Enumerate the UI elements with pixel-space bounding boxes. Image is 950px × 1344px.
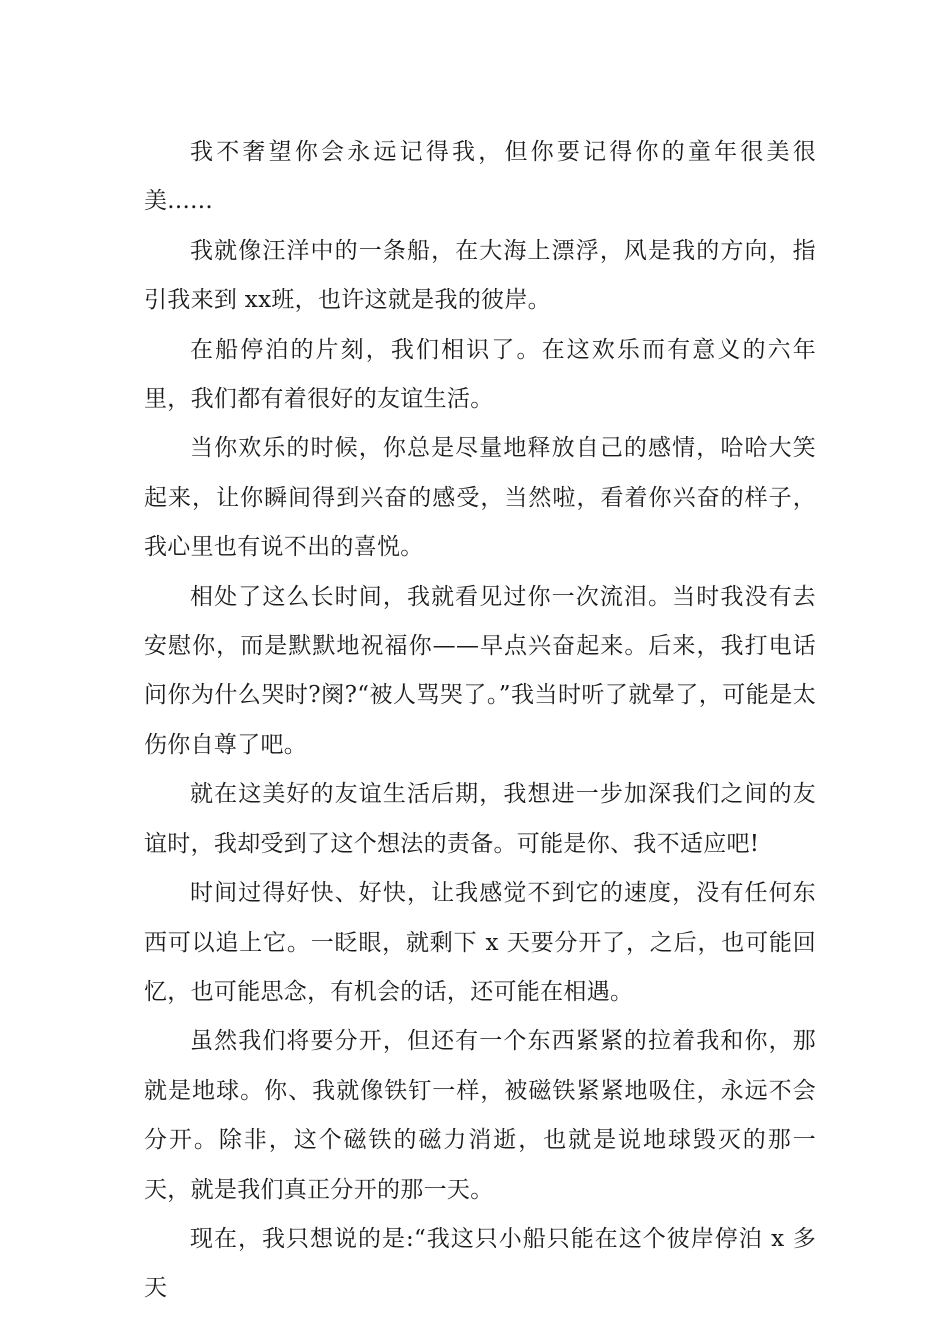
- paragraph-1: 我不奢望你会永远记得我，但你要记得你的童年很美很美......: [144, 139, 816, 215]
- paragraph-3: 在船停泊的片刻，我们相识了。在这欢乐而有意义的六年里，我们都有着很好的友谊生活。: [144, 336, 816, 413]
- document-body: [144, 128, 816, 1314]
- paragraph-2: 我就像汪洋中的一条船，在大海上漂浮，风是我的方向，指引我来到 xx班，也许这就是我的彼岸。: [144, 237, 816, 314]
- paragraph-9: 现在，我只想说的是:“我这只小船只能在这个彼岸停泊 x 多天: [144, 1225, 816, 1302]
- paragraph-5: 相处了这么长时间，我就看见过你一次流泪。当时我没有去安慰你，而是默默地祝福你——早点兴奋起来。后来，我打电话问你为什么哭时?阕?“被人骂哭了。”我当时听了就晕了，可能是太伤你自尊了吧。: [144, 583, 816, 758]
- paragraph-6: 就在这美好的友谊生活后期，我想进一步加深我们之间的友谊时，我却受到了这个想法的责备。可能是你、我不适应吧!: [144, 781, 816, 857]
- paragraph-7: 时间过得好快、好快，让我感觉不到它的速度，没有任何东西可以追上它。一眨眼，就剩下 x 天要分开了，之后，也可能回忆，也可能思念，有机会的话，还可能在相遇。: [144, 880, 816, 1005]
- paragraph-4: 当你欢乐的时候，你总是尽量地释放自己的感情，哈哈大笑起来，让你瞬间得到兴奋的感受，当然啦，看着你兴奋的样子，我心里也有说不出的喜悦。: [144, 435, 816, 561]
- paragraph-8: 虽然我们将要分开，但还有一个东西紧紧的拉着我和你，那就是地球。你、我就像铁钉一样，被磁铁紧紧地吸住，永远不会分开。除非，这个磁铁的磁力消逝，也就是说地球毁灭的那一天，就是我们真正分开的那一天。: [144, 1028, 816, 1203]
